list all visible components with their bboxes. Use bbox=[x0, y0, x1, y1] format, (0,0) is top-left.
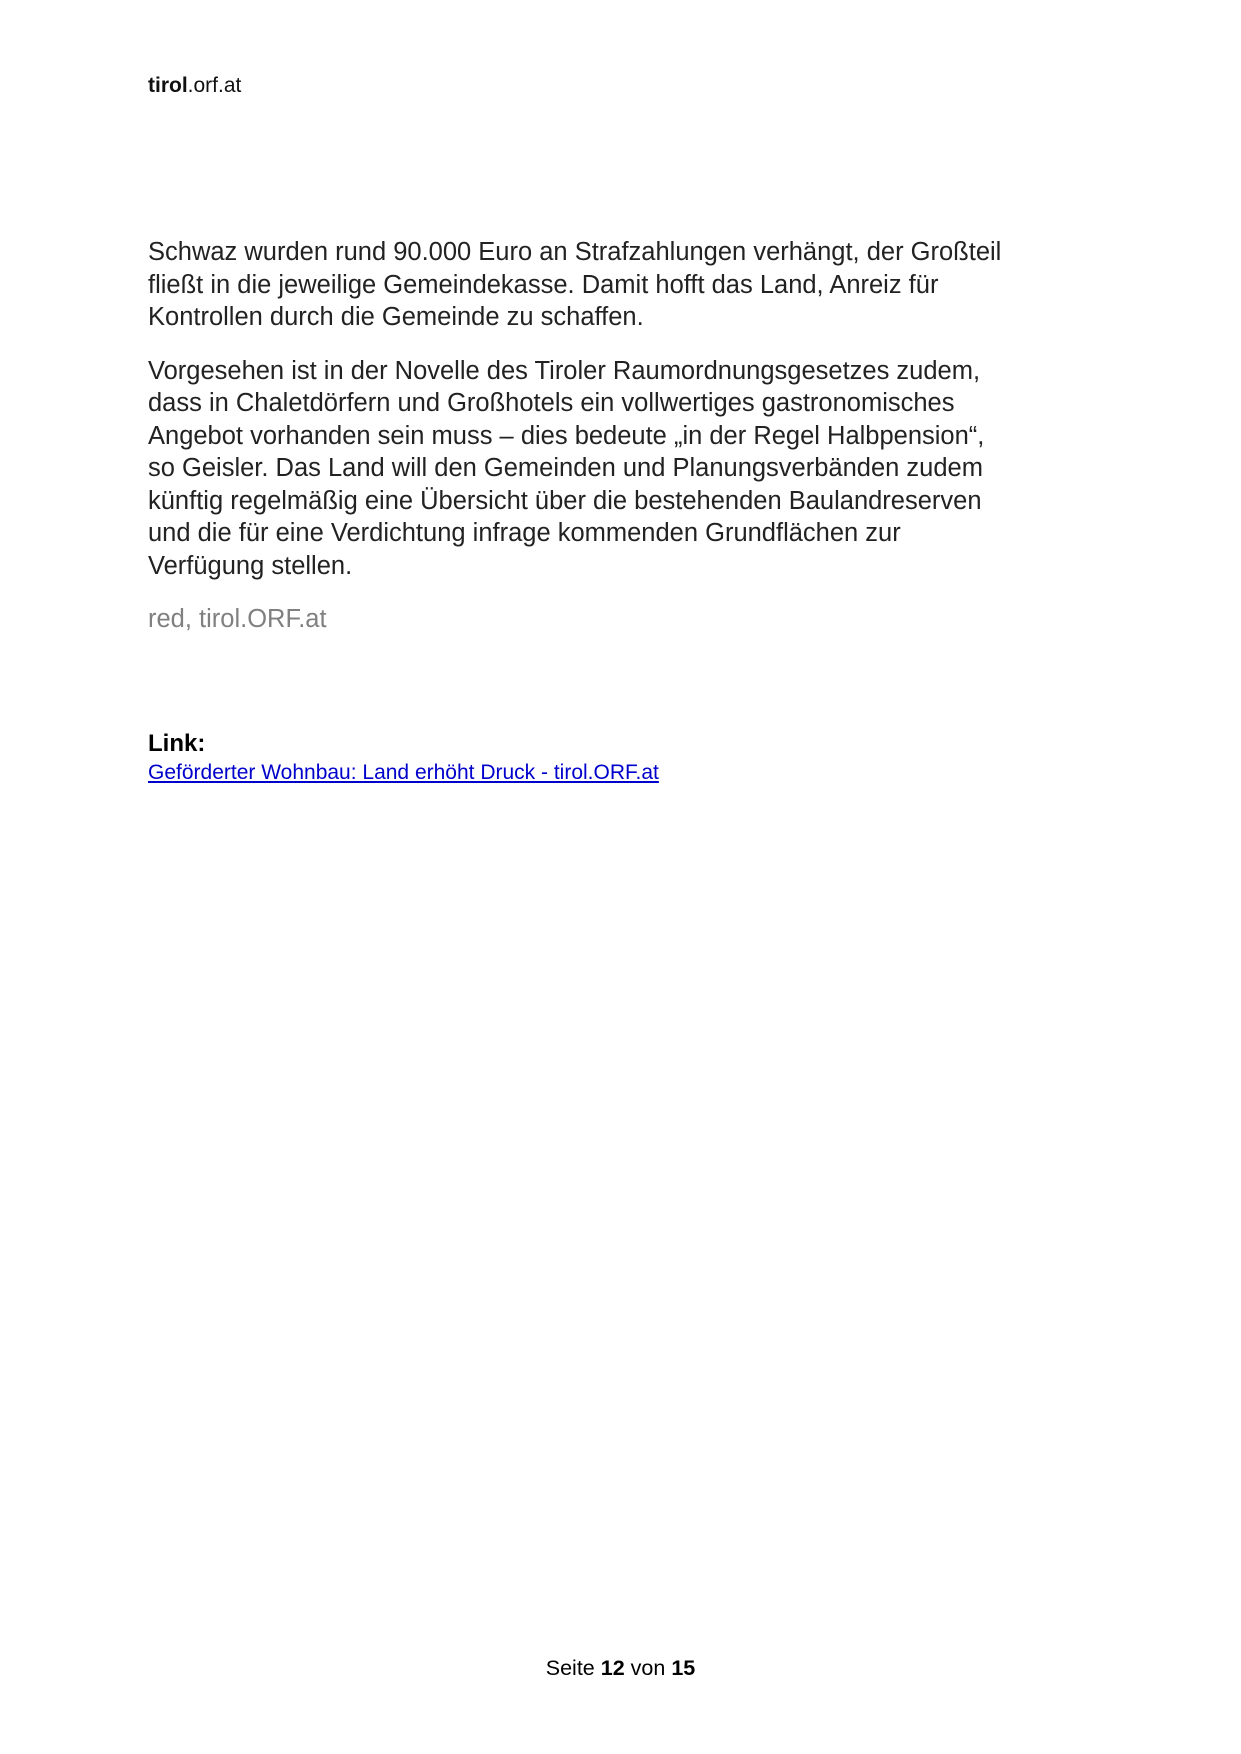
page-header bbox=[148, 74, 241, 98]
paragraph-line: Vorgesehen ist in der Novelle des Tiroler Raumordnungsgesetzes zudem, bbox=[148, 356, 981, 385]
link-section-label: Link: bbox=[148, 730, 206, 757]
article-body bbox=[148, 236, 1108, 635]
paragraph-line: und die für eine Verdichtung infrage kommenden Grundflächen zur bbox=[148, 519, 901, 547]
page-word: Seite bbox=[545, 1656, 595, 1680]
paragraph-line: so Geisler. Das Land will den Gemeinden und Planungsverbänden zudem bbox=[148, 454, 983, 482]
article-paragraph bbox=[148, 355, 1108, 583]
article-paragraph bbox=[148, 236, 1108, 334]
page-footer bbox=[0, 1656, 1241, 1681]
site-name-domain: .orf.at bbox=[187, 74, 242, 97]
paragraph-line: Verfügung stellen. bbox=[148, 551, 353, 580]
site-name-bold: tirol bbox=[148, 74, 188, 97]
paragraph-line: Angebot vorhanden sein muss – dies bedeute „in der Regel Halbpension“, bbox=[148, 421, 985, 450]
paragraph-line: fließt in die jeweilige Gemeindekasse. Damit hofft das Land, Anreiz für bbox=[148, 270, 939, 299]
related-article-link[interactable]: Geförderter Wohnbau: Land erhöht Druck - tirol.ORF.at bbox=[148, 761, 659, 784]
of-word: von bbox=[630, 1656, 666, 1680]
paragraph-line: dass in Chaletdörfern und Großhotels ein vollwertiges gastronomisches bbox=[148, 389, 955, 417]
paragraph-line: künftig regelmäßig eine Übersicht über die bestehenden Baulandreserven bbox=[148, 486, 982, 515]
article-source: red, tirol.ORF.at bbox=[148, 605, 327, 633]
total-pages-number: 15 bbox=[671, 1656, 696, 1680]
paragraph-line: Schwaz wurden rund 90.000 Euro an Strafzahlungen verhängt, der Großteil bbox=[148, 238, 1002, 266]
paragraph-line: Kontrollen durch die Gemeinde zu schaffen. bbox=[148, 303, 644, 331]
current-page-number: 12 bbox=[600, 1656, 625, 1680]
